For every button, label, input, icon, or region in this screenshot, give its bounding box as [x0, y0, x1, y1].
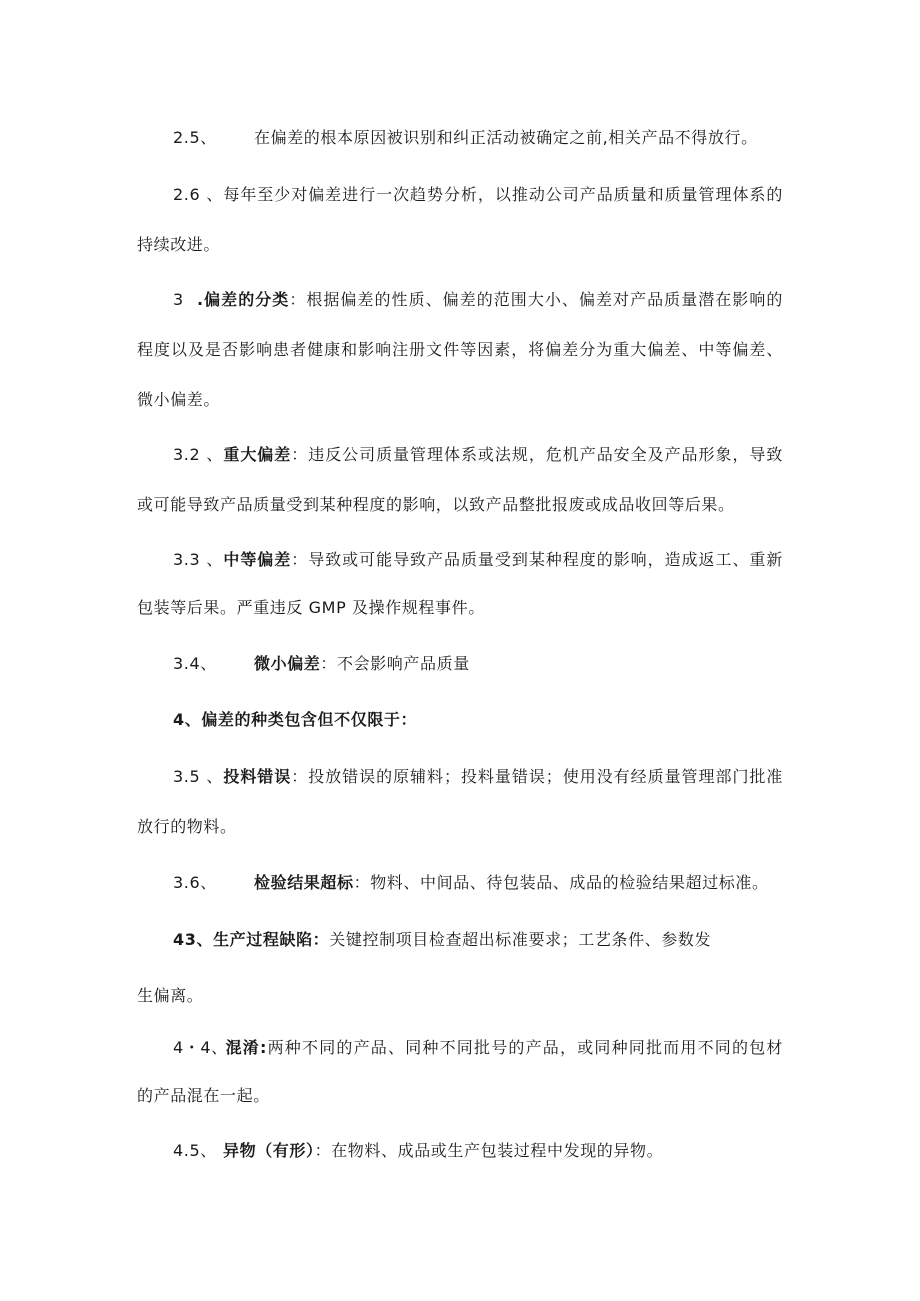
paragraph-2-6-line-1 [173, 185, 783, 205]
paragraph-3-2-line-2: 或可能导致产品质量受到某种程度的影响，以致产品整批报废或成品收回等后果。 [137, 495, 735, 514]
term-label: 投料错误 [223, 767, 292, 786]
paragraph-text: 关键控制项目检查超出标准要求；工艺条件、参数发 [329, 930, 712, 949]
paragraph-text: ：不会影响产品质量 [320, 654, 470, 673]
paragraph-3-3-line-2: 包装等后果。严重违反 GMP 及操作规程事件。 [137, 598, 485, 617]
item-number: 3.5、 [173, 767, 223, 786]
term-label: 混淆: [225, 1038, 267, 1057]
paragraph-2-6-line-2: 持续改进。 [137, 235, 221, 254]
term-label: 生产过程缺陷： [213, 930, 330, 949]
term-label: 中等偏差 [223, 550, 292, 569]
paragraph-3-2-line-1 [173, 445, 783, 465]
item-number: 3.4、 [173, 654, 217, 673]
paragraph-4-5 [173, 1141, 663, 1161]
paragraph-3-line-1 [173, 290, 783, 310]
paragraph-3-5-line-2: 放行的物料。 [137, 817, 237, 836]
term-label: 重大偏差 [223, 445, 292, 464]
paragraph-text: 两种不同的产品、同种不同批号的产品，或同种同批而用不同的包材 [267, 1038, 783, 1057]
item-number: 2.5、 [173, 128, 217, 147]
paragraph-text: ：根据偏差的性质、偏差的范围大小、偏差对产品质量潜在影响的 [289, 290, 783, 309]
paragraph-text: 每年至少对偏差进行一次趋势分析，以推动公司产品质量和质量管理体系的 [223, 185, 783, 204]
item-number: 2.6、 [173, 185, 223, 204]
term-label: 微小偏差 [254, 654, 321, 673]
term-label: 检验结果超标 [254, 873, 354, 892]
paragraph-3-line-2: 程度以及是否影响患者健康和影响注册文件等因素，将偏差分为重大偏差、中等偏差、 [137, 340, 783, 359]
paragraph-3-line-3: 微小偏差。 [137, 390, 221, 409]
paragraph-3-6 [173, 873, 769, 893]
item-number: 3 [173, 290, 184, 309]
item-number: 43、 [173, 930, 214, 949]
section-heading: .偏差的分类 [197, 290, 290, 309]
paragraph-3-3-line-1 [173, 550, 783, 570]
section-4-heading: 4、偏差的种类包含但不仅限于： [173, 710, 418, 729]
paragraph-4-3-line-1 [173, 930, 711, 950]
item-number: 3.6、 [173, 873, 217, 892]
paragraph-3-5-line-1 [173, 767, 783, 787]
paragraph-4-4-line-2: 的产品混在一起。 [137, 1086, 270, 1105]
paragraph-text: ：物料、中间品、待包装品、成品的检验结果超过标准。 [353, 873, 769, 892]
paragraph-4-4-line-1 [173, 1038, 783, 1058]
paragraph-text: ：导致或可能导致产品质量受到某种程度的影响，造成返工、重新 [291, 550, 783, 569]
paragraph-text: ：在物料、成品或生产包装过程中发现的异物。 [314, 1141, 664, 1160]
item-number: 4・4、 [173, 1038, 228, 1057]
paragraph-text: 在偏差的根本原因被识别和纠正活动被确定之前,相关产品不得放行。 [254, 128, 758, 147]
term-label: 异物（有形） [223, 1141, 315, 1160]
paragraph-text: ：违反公司质量管理体系或法规，危机产品安全及产品形象，导致 [291, 445, 783, 464]
paragraph-3-4 [173, 654, 470, 674]
paragraph-4-3-line-2: 生偏离。 [137, 986, 204, 1005]
item-number: 3.2、 [173, 445, 223, 464]
paragraph-2-5 [173, 128, 758, 148]
item-number: 3.3、 [173, 550, 223, 569]
item-number: 4.5、 [173, 1141, 217, 1160]
paragraph-text: ：投放错误的原辅料；投料量错误；使用没有经质量管理部门批准 [291, 767, 783, 786]
